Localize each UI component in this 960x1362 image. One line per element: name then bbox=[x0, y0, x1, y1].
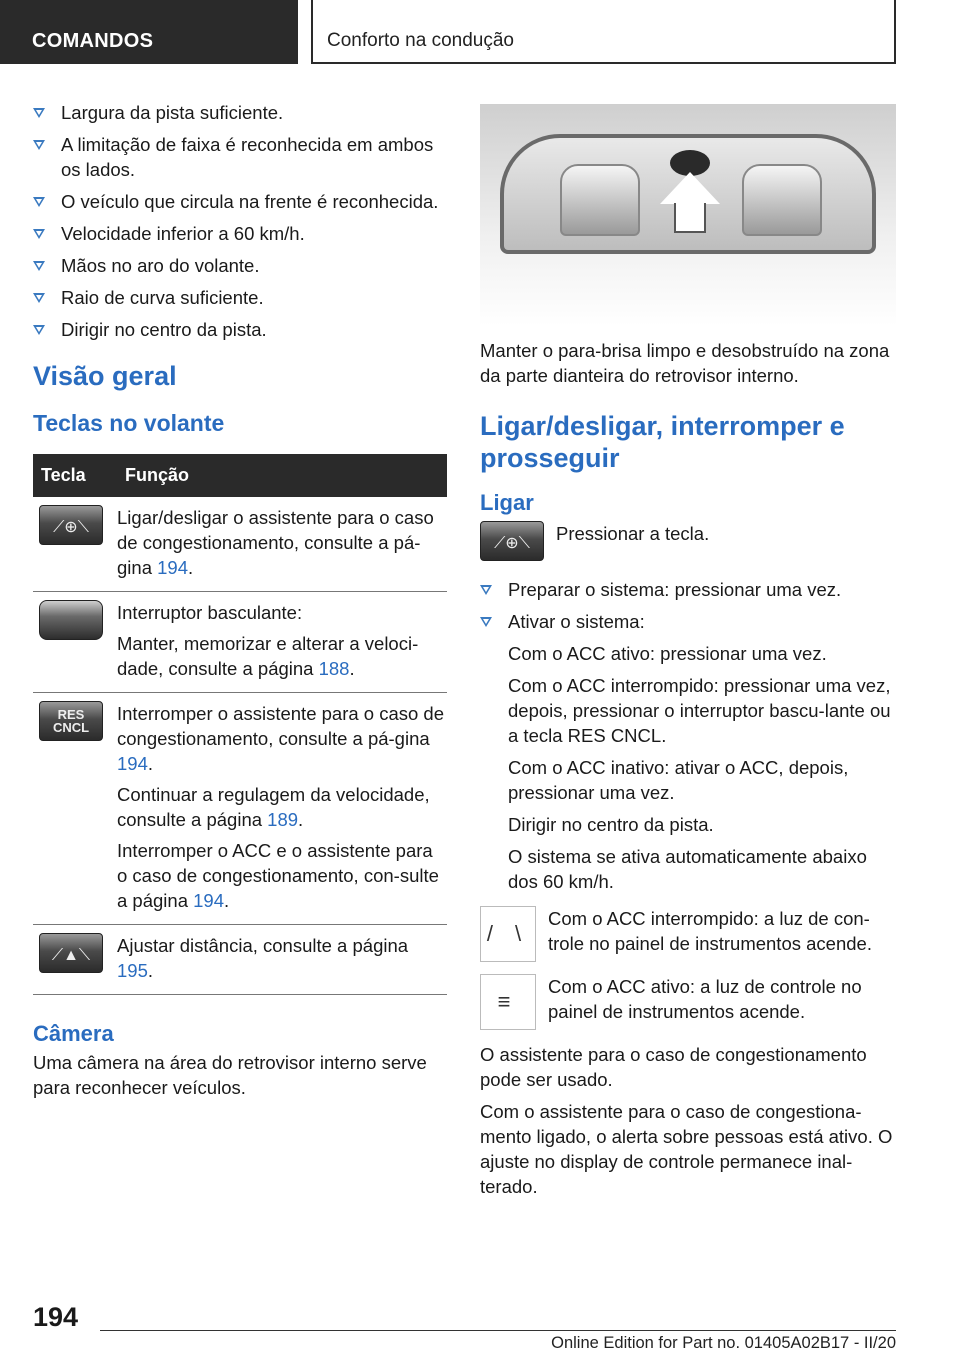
heading-on-off: Ligar/desligar, interromper e prosseguir bbox=[480, 411, 845, 473]
page-link[interactable]: 189 bbox=[267, 809, 299, 830]
photo-caption: Manter o para-brisa limpo e desobstruído na zona da parte dianteira do retrovisor interno. bbox=[480, 340, 890, 386]
page-link[interactable]: 188 bbox=[318, 658, 350, 679]
triangle-bullet-icon bbox=[33, 261, 45, 271]
list-item: Dirigir no centro da pista. bbox=[33, 317, 447, 342]
paragraph: O assistente para o caso de congestionamento pode ser usado. bbox=[480, 1044, 867, 1090]
page-link[interactable]: 194 bbox=[193, 890, 224, 911]
subsection-title: Conforto na condução bbox=[311, 0, 896, 64]
right-column bbox=[480, 104, 896, 1199]
list-item: O veículo que circula na frente é reconhecida. bbox=[33, 189, 447, 214]
list-item: A limitação de faixa é reconhecida em ambos os lados. bbox=[33, 132, 447, 182]
acc-interrupted-lamp-icon: / \ bbox=[480, 906, 536, 962]
page-number: 194 bbox=[33, 1302, 79, 1332]
column-header-function: Função bbox=[117, 454, 447, 497]
table-row: ⟋⊕⟍ Ligar/desligar o assistente para o caso de congestionamento, consulte a pá-gina 194. bbox=[33, 497, 447, 592]
paragraph: Com o assistente para o caso de congestiona-mento ligado, o alerta sobre pessoas está ativo. O ajuste no display de controle permanece inal-terado. bbox=[480, 1101, 893, 1197]
steering-assist-key-icon: ⟋⊕⟍ bbox=[480, 521, 544, 561]
triangle-bullet-icon bbox=[33, 140, 45, 150]
lamp-row: ≡ Com o ACC ativo: a luz de controle no painel de instrumentos acende. bbox=[480, 974, 896, 1030]
lamp-row: / \ Com o ACC interrompido: a luz de con-trole no painel de instrumentos acende. bbox=[480, 906, 896, 962]
rocker-switch-icon bbox=[39, 600, 103, 640]
heading-keys: Teclas no volante bbox=[33, 410, 225, 436]
triangle-bullet-icon bbox=[33, 293, 45, 303]
list-item: Largura da pista suficiente. bbox=[33, 100, 447, 125]
page-link[interactable]: 195 bbox=[117, 960, 148, 981]
triangle-bullet-icon bbox=[480, 585, 492, 595]
requirements-list bbox=[33, 100, 447, 342]
steering-assist-key-icon: ⟋⊕⟍ bbox=[39, 505, 103, 545]
list-item: Ativar o sistema: Com o ACC ativo: pressionar uma vez. Com o ACC interrompido: pressionar uma vez, depois, pressionar o interruptor bascu-lante ou a tecla RES CNCL. Com o ACC inativo: ativar o ACC, depois, pressionar uma vez. Dirigir no centro da pista. O sistema se ativa automaticamente abaixo dos 60 km/h. bbox=[480, 609, 896, 894]
distance-key-icon: ⟋▲⟍ bbox=[39, 933, 103, 973]
page-link[interactable]: 194 bbox=[117, 753, 148, 774]
heading-camera: Câmera bbox=[33, 1021, 114, 1046]
triangle-bullet-icon bbox=[33, 229, 45, 239]
section-tab: COMANDOS bbox=[0, 0, 298, 64]
heading-on: Ligar bbox=[480, 490, 534, 515]
footer-divider bbox=[100, 1330, 896, 1331]
edition-note: Online Edition for Part no. 01405A02B17 - II/20 bbox=[551, 1334, 896, 1352]
list-item: Preparar o sistema: pressionar uma vez. bbox=[480, 577, 896, 602]
camera-text: Uma câmera na área do retrovisor interno serve para reconhecer veículos. bbox=[33, 1052, 427, 1098]
list-item: Velocidade inferior a 60 km/h. bbox=[33, 221, 447, 246]
res-cncl-key-icon: RES CNCL bbox=[39, 701, 103, 741]
list-item: Mãos no aro do volante. bbox=[33, 253, 447, 278]
table-row: RES CNCL Interromper o assistente para o caso de congestionamento, consulte a pá-gina 194. Continuar a regulagem da velocidade, consulte a página 189. Interromper o ACC e o assistente para o caso de congestionamento, con-sulte a página 194. bbox=[33, 693, 447, 925]
left-column bbox=[33, 100, 447, 1100]
activation-list bbox=[480, 577, 896, 894]
table-row: Interruptor basculante: Manter, memorizar e alterar a veloci-dade, consulte a página 188. bbox=[33, 592, 447, 693]
column-header-key: Tecla bbox=[33, 454, 117, 497]
triangle-bullet-icon bbox=[33, 197, 45, 207]
arrow-up-icon bbox=[660, 172, 720, 204]
heading-overview: Visão geral bbox=[33, 361, 177, 391]
triangle-bullet-icon bbox=[33, 108, 45, 118]
list-item: Raio de curva suficiente. bbox=[33, 285, 447, 310]
keys-table bbox=[33, 454, 447, 995]
table-row: ⟋▲⟍ Ajustar distância, consulte a página 195. bbox=[33, 925, 447, 995]
acc-active-lamp-icon: ≡ bbox=[480, 974, 536, 1030]
windshield-camera-photo bbox=[480, 104, 896, 326]
triangle-bullet-icon bbox=[33, 325, 45, 335]
page-link[interactable]: 194 bbox=[157, 557, 188, 578]
press-key-row: ⟋⊕⟍ Pressionar a tecla. bbox=[480, 521, 896, 561]
triangle-bullet-icon bbox=[480, 617, 492, 627]
